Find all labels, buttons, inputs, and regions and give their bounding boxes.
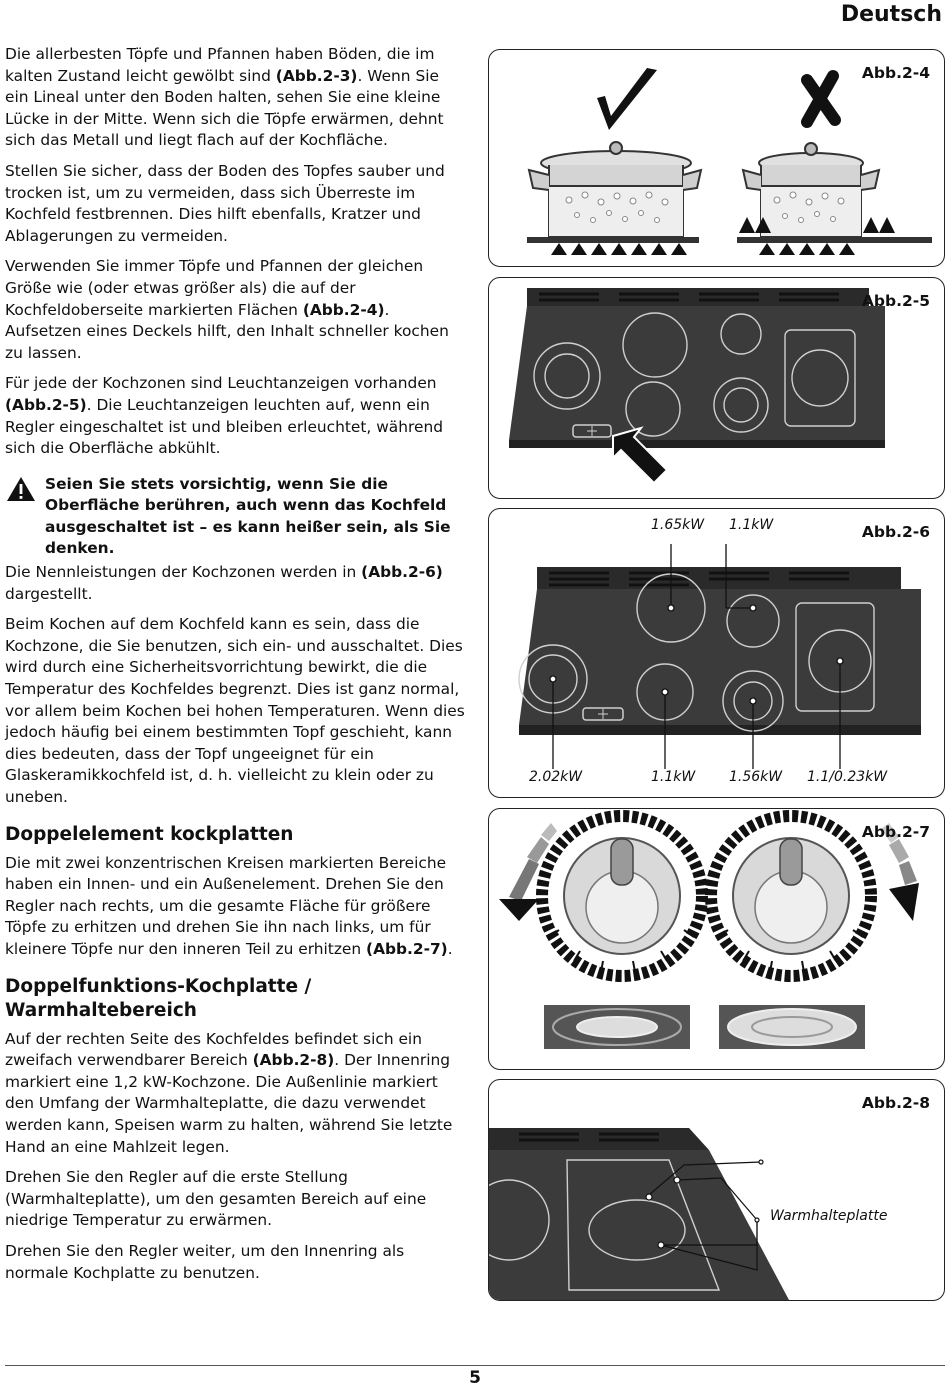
paragraph-dual-function: Auf der rechten Seite des Kochfeldes befindet sich ein zweifach verwendbarer Bereich (Abb.2-8). Der Innenring markiert eine 1,2 kW-Kochzone. Die Außenlinie markiert den Umfang der Warmhalteplatte, die dazu verwendet werden kann, Speisen warm zu halten, während Sie letzte Hand an eine Mahlzeit legen. [5, 1029, 453, 1156]
paragraph-inner-ring: Drehen Sie den Regler weiter, um den Innenring als normale Kochplatte zu benutzen. [5, 1241, 405, 1282]
heading-double-element: Doppelelement kockplatten [5, 823, 294, 845]
paragraph-curved-bottoms: Die allerbesten Töpfe und Pfannen haben Böden, die im kalten Zustand leicht gewölbt sind (Abb.2-3). Wenn Sie ein Lineal unter den Boden halten, sehen Sie eine kleine Lücke in der Mitte. Wenn sich die Töpfe erwärmen, dehnt sich das Metall und liegt flach auf der Kochfläche. [5, 45, 444, 150]
hob-glass-top [489, 1150, 789, 1300]
power-label-bottom-3: 1.56kW [729, 769, 783, 785]
paragraph-power-ratings: Die Nennleistungen der Kochzonen werden in (Abb.2-6) dargestellt. [5, 563, 443, 603]
figure-label: Abb.2-7 [861, 823, 930, 841]
paragraph-indicator-lights: Für jede der Kochzonen sind Leuchtanzeigen vorhanden (Abb.2-5). Die Leuchtanzeigen leuchten auf, wenn ein Regler eingeschaltet ist und bleiben erleuchtet, während sich die Oberfläche abkühlt. [5, 374, 443, 458]
figure-2-5 [488, 277, 945, 499]
figure-2-8 [488, 1079, 945, 1301]
zone-full-area [719, 1005, 865, 1049]
page-number: 5 [469, 1368, 481, 1388]
power-label-bottom-1: 2.02kW [529, 769, 583, 785]
main-text-column [5, 44, 467, 1293]
pan-correct [529, 142, 701, 236]
power-label-bottom-4: 1.1/0.23kW [807, 769, 888, 785]
dual-element-knob-illustration [489, 809, 944, 1069]
hob-surface-right [737, 237, 932, 243]
heading-dual-function: Doppelfunktions-Kochplatte / Warmhaltebereich [5, 975, 312, 1021]
paragraph-warming-position: Drehen Sie den Regler auf die erste Stellung (Warmhalteplatte), um den gesamten Bereich auf eine niedrige Temperatur zu erwärmen. [5, 1168, 427, 1230]
hob-indicator-illustration [489, 278, 944, 498]
cross-icon [807, 76, 835, 122]
paragraph-pan-size: Verwenden Sie immer Töpfe und Pfannen der gleichen Größe wie (oder etwas größer als) die auf der Kochfeldoberseite markierten Flächen (Abb.2-4). Aufsetzen eines Deckels hilft, den Inhalt schneller kochen zu lassen. [5, 257, 449, 362]
figure-label: Abb.2-4 [861, 64, 930, 82]
warning-text: Seien Sie stets vorsichtig, wenn Sie die Oberfläche berühren, auch wenn das Kochfeld ausgeschaltet ist – es kann heißer sein, als Sie denken. [45, 474, 451, 558]
page-language-header: Deutsch [840, 2, 942, 27]
control-knob-left [542, 816, 702, 976]
hob-surface-left [527, 237, 699, 243]
figure-label: Abb.2-8 [861, 1094, 930, 1112]
flame-arrows-left [551, 243, 687, 255]
footer-divider [5, 1365, 945, 1366]
paragraph-clean-bottom: Stellen Sie sicher, dass der Boden des Topfes sauber und trocken ist, um zu vermeiden, dass sich Überreste im Kochfeld festbrennen. Dies hilft ebenfalls, Kratzer und Ablagerungen zu vermeiden. [5, 161, 445, 245]
warming-zone-callout: Warmhalteplatte [770, 1208, 888, 1224]
zone-inner-only [544, 1005, 690, 1049]
paragraph-cycling: Beim Kochen auf dem Kochfeld kann es sein, dass die Kochzone, die Sie benutzen, sich ein- und ausschaltet. Dies wird durch eine Sicherheitsvorrichtung bewirkt, die die Temperatur des Kochfeldes begrenzt. Dies ist ganz normal, vor allem beim Kochen bei hohen Temperaturen. Wenn dies jedoch häufig bei einem bestimmten Topf geschieht, kann dies bedeuten, dass der Topf ungeeignet für ein Glaskeramikkochfeld ist, d. h. vielleicht zu klein oder zu uneben. [5, 615, 465, 806]
warning-note [5, 474, 467, 560]
figure-label: Abb.2-6 [861, 523, 930, 541]
hob-power-illustration [489, 509, 944, 797]
power-label-top-1: 1.65kW [651, 517, 705, 533]
figure-label: Abb.2-5 [861, 292, 930, 310]
control-knob-right [711, 816, 871, 976]
pan-size-illustration [489, 50, 944, 266]
figure-2-7 [488, 808, 945, 1070]
power-label-bottom-2: 1.1kW [651, 769, 696, 785]
power-label-top-2: 1.1kW [729, 517, 774, 533]
warning-triangle-icon [5, 476, 37, 502]
warming-zone-illustration [489, 1080, 944, 1300]
paragraph-double-element: Die mit zwei konzentrischen Kreisen markierten Bereiche haben ein Innen- und ein Außenelement. Drehen Sie den Regler nach rechts, um die gesamte Fläche für größere Töpfe zu erhitzen und drehen Sie ihn nach links, um für kleinere Töpfe nur den inneren Teil zu erhitzen (Abb.2-7). [5, 853, 453, 958]
hob-glass-top [509, 306, 885, 440]
figure-2-4 [488, 49, 945, 267]
check-icon [597, 68, 657, 130]
figure-2-6 [488, 508, 945, 798]
